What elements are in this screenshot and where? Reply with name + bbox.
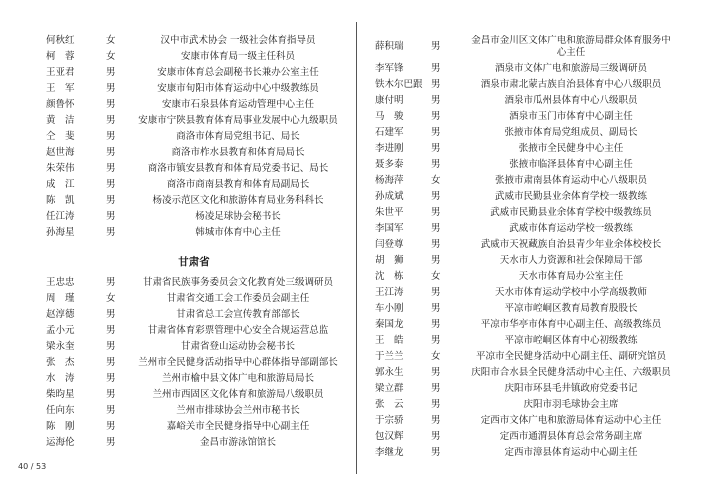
left-bottom-list: [46, 275, 342, 451]
list-item: [46, 419, 342, 435]
person-title: 兰州市排球协会兰州市秘书长: [176, 405, 300, 416]
person-name: 朱世平: [375, 207, 404, 218]
list-item: [375, 173, 675, 189]
person-gender: 男: [106, 389, 116, 400]
person-title: 张掖市体育局党组成员、副局长: [504, 127, 638, 138]
person-title: 金昌市金川区文体广电和旅游局群众体育服务中心主任: [471, 35, 671, 58]
person-title: 甘肃省体育彩票管理中心安全合规运营总监: [147, 325, 329, 336]
person-gender: 男: [431, 143, 441, 154]
list-item: [46, 307, 342, 323]
person-title: 庆阳市环县毛井镇政府党委书记: [504, 383, 638, 394]
page-separator: /: [30, 462, 34, 471]
person-title: 定西市漳县体育运动中心副主任: [504, 447, 638, 458]
person-title: 张掖市肃南县体育运动中心八级职员: [494, 175, 647, 186]
person-gender: 男: [106, 341, 116, 352]
person-title: 韩城市体育中心主任: [195, 227, 281, 238]
person-gender: 男: [431, 207, 441, 218]
person-gender: 男: [106, 147, 116, 158]
page-total: 53: [35, 462, 47, 471]
person-name: 车小刚: [375, 303, 404, 314]
person-title: 兰州市全民健身活动指导中心群体指导部副部长: [138, 357, 338, 368]
list-item: [46, 291, 342, 307]
person-gender: 男: [106, 405, 116, 416]
person-gender: 男: [431, 287, 441, 298]
person-title: 商洛市商南县教育和体育局副局长: [166, 179, 310, 190]
person-name: 王 军: [46, 83, 75, 94]
person-title: 杨凌示范区文化和旅游体育局业务科科长: [152, 195, 324, 206]
left-column: [46, 33, 342, 451]
person-name: 任向东: [46, 405, 75, 416]
person-title: 张掖市临泽县体育中心副主任: [509, 159, 633, 170]
person-name: 梁永奎: [46, 341, 75, 352]
person-name: 王江涛: [375, 287, 404, 298]
person-name: 赵淳德: [46, 309, 75, 320]
person-name: 王亚君: [46, 67, 75, 78]
person-name: 李继龙: [375, 447, 404, 458]
person-title: 武威市体育运动学校一级教练: [509, 223, 633, 234]
person-gender: 男: [431, 399, 441, 410]
list-item: [375, 61, 675, 77]
person-name: 闫登尊: [375, 239, 404, 250]
person-title: 天水市体育运动学校中小学高级教师: [494, 287, 647, 298]
person-gender: 男: [431, 191, 441, 202]
person-title: 武威市天祝藏族自治县青少年业余体校校长: [480, 239, 662, 250]
list-item: [375, 93, 675, 109]
list-item: [46, 97, 342, 113]
person-name: 赵世海: [46, 147, 75, 158]
person-gender: 男: [106, 227, 116, 238]
list-item: [46, 403, 342, 419]
list-item: [46, 113, 342, 129]
list-item: [375, 205, 675, 221]
person-name: 秦国龙: [375, 319, 404, 330]
list-item: [375, 253, 675, 269]
person-name: 朱荣伟: [46, 163, 75, 174]
list-item: [46, 33, 342, 49]
list-item: [375, 189, 675, 205]
person-gender: 男: [431, 127, 441, 138]
person-title: 商洛市柞水县教育和体育局局长: [171, 147, 305, 158]
list-item: [375, 365, 675, 381]
person-gender: 女: [431, 351, 441, 362]
person-gender: 男: [431, 255, 441, 266]
page-current: 40: [18, 462, 29, 471]
list-item: [46, 145, 342, 161]
person-title: 安康市体育局一级主任科员: [180, 51, 295, 62]
person-gender: 女: [106, 293, 116, 304]
person-title: 定西市通渭县体育总会常务副主席: [499, 431, 643, 442]
person-gender: 男: [431, 319, 441, 330]
person-gender: 男: [431, 383, 441, 394]
list-item: [375, 301, 675, 317]
person-gender: 男: [106, 357, 116, 368]
person-title: 杨凌足球协会秘书长: [195, 211, 281, 222]
list-item: [375, 141, 675, 157]
person-gender: 男: [431, 41, 441, 52]
person-title: 天水市体育局办公室主任: [518, 271, 624, 282]
list-item: [46, 323, 342, 339]
person-name: 沈 栋: [375, 271, 404, 282]
person-title: 甘肃省交通工会工作委员会副主任: [166, 293, 310, 304]
person-name: 于宗骄: [375, 415, 404, 426]
person-name: 李国军: [375, 223, 404, 234]
person-gender: 女: [431, 175, 441, 186]
list-item: [375, 381, 675, 397]
person-name: 成 江: [46, 179, 75, 190]
list-item: [375, 317, 675, 333]
person-title: 汉中市武术协会 一级社会体育指导员: [160, 35, 316, 46]
list-item: [46, 387, 342, 403]
person-name: 孟小元: [46, 325, 75, 336]
person-title: 安康市体育总会副秘书长兼办公室主任: [157, 67, 319, 78]
person-title: 安康市宁陕县教育体育局事业发展中心九级职员: [138, 115, 338, 126]
person-title: 商洛市体育局党组书记、局长: [176, 131, 300, 142]
person-name: 聂多泰: [375, 159, 404, 170]
person-gender: 男: [106, 211, 116, 222]
person-title: 商洛市镇安县教育和体育局党委书记、局长: [147, 163, 329, 174]
person-title: 甘肃省总工会宣传教育部部长: [176, 309, 300, 320]
person-gender: 男: [106, 83, 116, 94]
person-title: 酒泉市肃北蒙古族自治县体育中心八级职员: [480, 79, 662, 90]
person-gender: 男: [431, 239, 441, 250]
person-title: 兰州市榆中县文体广电和旅游局局长: [161, 373, 314, 384]
list-item: [46, 435, 342, 451]
list-item: [375, 125, 675, 141]
person-gender: 男: [106, 325, 116, 336]
person-title: 庆阳市合水县全民健身活动中心主任、六级职员: [471, 367, 671, 378]
person-gender: 男: [106, 309, 116, 320]
list-item: [375, 77, 675, 93]
person-name: 黄 洁: [46, 115, 75, 126]
person-gender: 女: [431, 271, 441, 282]
list-item: [375, 33, 675, 61]
list-item: [46, 49, 342, 65]
person-title: 平凉市崆峒区体育中心初级教练: [504, 335, 638, 346]
person-name: 周 瑾: [46, 293, 75, 304]
list-item: [46, 161, 342, 177]
right-column: [375, 33, 675, 461]
list-item: [375, 157, 675, 173]
person-name: 马 骏: [375, 111, 404, 122]
list-item: [375, 333, 675, 349]
column-divider: [356, 22, 357, 474]
person-gender: 男: [431, 415, 441, 426]
person-title: 酒泉市玉门市体育中心副主任: [509, 111, 633, 122]
list-item: [46, 81, 342, 97]
list-item: [375, 237, 675, 253]
list-item: [375, 445, 675, 461]
list-item: [375, 397, 675, 413]
list-item: [375, 413, 675, 429]
list-item: [46, 355, 342, 371]
person-gender: 男: [431, 63, 441, 74]
person-gender: 男: [106, 163, 116, 174]
person-name: 任江涛: [46, 211, 75, 222]
person-title: 甘肃省登山运动协会秘书长: [180, 341, 295, 352]
person-title: 武威市民勤县业余体育学校中级教练员: [490, 207, 652, 218]
person-title: 庆阳市羽毛球协会主席: [523, 399, 619, 410]
person-gender: 女: [106, 35, 116, 46]
person-gender: 男: [106, 115, 116, 126]
list-item: [375, 109, 675, 125]
list-item: [46, 225, 342, 241]
person-name: 运海伦: [46, 437, 75, 448]
person-name: 杨海萍: [375, 175, 404, 186]
person-gender: 男: [431, 95, 441, 106]
left-top-list: [46, 33, 342, 241]
person-gender: 男: [106, 277, 116, 288]
list-item: [46, 371, 342, 387]
list-item: [46, 177, 342, 193]
person-name: 孙成斌: [375, 191, 404, 202]
person-name: 郭永生: [375, 367, 404, 378]
person-name: 陈 刚: [46, 421, 75, 432]
person-name: 梁立群: [375, 383, 404, 394]
person-title: 安康市旬阳市体育运动中心中级教练员: [157, 83, 319, 94]
person-name: 颜鲁怀: [46, 99, 75, 110]
person-title: 平凉市华亭市体育中心副主任、高级教练员: [480, 319, 662, 330]
person-name: 石建军: [375, 127, 404, 138]
list-item: [375, 221, 675, 237]
person-gender: 男: [106, 99, 116, 110]
person-gender: 男: [431, 447, 441, 458]
person-gender: 男: [106, 179, 116, 190]
person-gender: 男: [106, 421, 116, 432]
person-gender: 男: [431, 159, 441, 170]
person-gender: 男: [106, 67, 116, 78]
person-gender: 男: [431, 223, 441, 234]
person-gender: 男: [431, 335, 441, 346]
person-name: 胡 狮: [375, 255, 404, 266]
person-title: 酒泉市瓜州县体育中心八级职员: [504, 95, 638, 106]
person-title: 定西市文体广电和旅游局体育运动中心主任: [480, 415, 662, 426]
list-item: [375, 269, 675, 285]
person-gender: 男: [106, 131, 116, 142]
list-item: [46, 193, 342, 209]
person-name: 张 杰: [46, 357, 75, 368]
list-item: [375, 349, 675, 365]
person-title: 嘉峪关市全民健身指导中心副主任: [166, 421, 310, 432]
person-title: 甘肃省民族事务委员会文化教育处三级调研员: [142, 277, 333, 288]
person-name: 陈 凯: [46, 195, 75, 206]
person-name: 仝 斐: [46, 131, 75, 142]
person-gender: 男: [431, 79, 441, 90]
person-gender: 女: [106, 51, 116, 62]
person-gender: 男: [106, 437, 116, 448]
person-name: 康付明: [375, 95, 404, 106]
person-title: 兰州市西固区文化体育和旅游局八级职员: [152, 389, 324, 400]
person-gender: 男: [431, 367, 441, 378]
person-gender: 男: [106, 373, 116, 384]
person-name: 柯 蓉: [46, 51, 75, 62]
person-name: 王忠忠: [46, 277, 75, 288]
person-gender: 男: [431, 431, 441, 442]
person-title: 酒泉市文体广电和旅游局三级调研员: [494, 63, 647, 74]
person-title: 平凉市崆峒区教育局教育股股长: [504, 303, 638, 314]
person-name: 柴昀星: [46, 389, 75, 400]
person-name: 王 皓: [375, 335, 404, 346]
list-item: [375, 429, 675, 445]
person-name: 张 云: [375, 399, 404, 410]
person-title: 安康市石泉县体育运动管理中心主任: [161, 99, 314, 110]
person-name: 铁木尔巴跟: [375, 79, 423, 90]
person-name: 水 涛: [46, 373, 75, 384]
person-name: 薛积瑞: [375, 41, 404, 52]
page-number: [18, 462, 46, 471]
person-name: 李进刚: [375, 143, 404, 154]
person-name: 何秋红: [46, 35, 75, 46]
person-gender: 男: [431, 111, 441, 122]
list-item: [46, 65, 342, 81]
person-title: 武威市民勤县业余体育学校一级教练: [494, 191, 647, 202]
list-item: [46, 129, 342, 145]
section-title-gansu: 甘肃省: [178, 256, 210, 268]
person-gender: 男: [106, 195, 116, 206]
person-gender: 男: [431, 303, 441, 314]
person-title: 张掖市全民健身中心主任: [518, 143, 624, 154]
person-title: 金昌市游泳馆馆长: [199, 437, 276, 448]
person-name: 孙海星: [46, 227, 75, 238]
person-name: 于兰兰: [375, 351, 404, 362]
person-name: 李军锋: [375, 63, 404, 74]
list-item: [375, 285, 675, 301]
list-item: [46, 275, 342, 291]
person-name: 包汉辉: [375, 431, 404, 442]
person-title: 平凉市全民健身活动中心副主任、副研究馆员: [475, 351, 666, 362]
list-item: [46, 209, 342, 225]
person-title: 天水市人力资源和社会保障局干部: [499, 255, 643, 266]
list-item: [46, 339, 342, 355]
right-list: [375, 33, 675, 461]
